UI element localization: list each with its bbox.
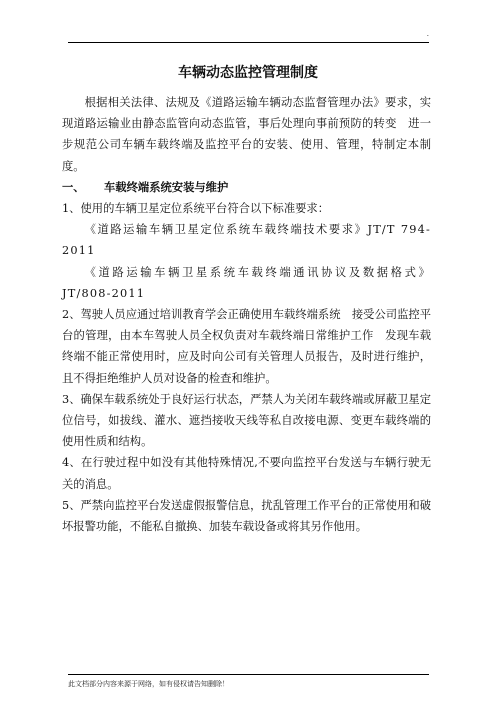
header-rule xyxy=(68,42,429,43)
item-2: 2、驾驶人员应通过培训教育学会正确使用车载终端系统 接受公司监控平台的管理，由本车驾驶人员全权负责对车载终端日常维护工作 发现车载终端不能正常使用时，应及时向公司有关管理人员报告，及时进行维护，且不得拒绝维护人员对设备的检查和维护。 xyxy=(62,308,431,385)
document-body xyxy=(62,92,431,537)
item-4: 4、在行驶过程中如没有其他特殊情况,不要向监控平台发送与车辆行驶无关的消息。 xyxy=(62,456,431,491)
standard-2: 《道路运输车辆卫星系统车载终端通讯协议及数据格式》JT/808-2011 xyxy=(62,265,431,300)
item-1: 1、使用的车辆卫星定位系统平台符合以下标准要求： xyxy=(62,202,330,216)
document-title: 车辆动态监控管理制度 xyxy=(178,65,318,81)
item-3: 3、确保车载系统处于良好运行状态，严禁人为关闭车载终端或屏蔽卫星定位信号，如拔线、灌水、遮挡接收天线等私自改接电源、变更车载终端的使用性质和结构。 xyxy=(62,392,431,449)
item-5: 5、严禁向监控平台发送虚假报警信息，扰乱管理工作平台的正常使用和破坏报警功能，不能私自撤换、加装车载设备或将其另作他用。 xyxy=(62,498,431,534)
header-mark: . xyxy=(426,30,429,38)
standard-1: 《道路运输车辆卫星定位系统车载终端技术要求》JT/T 794-2011 xyxy=(62,223,431,258)
footer-note: 此文档部分内容来源于网络，如有侵权请告知删除！ xyxy=(68,680,229,688)
intro-paragraph: 根据相关法律、法规及《道路运输车辆动态监督管理办法》要求，实现道路运输业由静态监管向动态监管，事后处理向事前预防的转变 进一步规范公司车辆车载终端及监控平台的安装、使用、管理，特制定本制度。 xyxy=(62,96,431,173)
footer-rule xyxy=(68,674,429,675)
section-heading xyxy=(62,177,431,198)
section-number: 一、 xyxy=(62,179,85,194)
section-title: 车载终端系统安装与维护 xyxy=(104,179,229,194)
